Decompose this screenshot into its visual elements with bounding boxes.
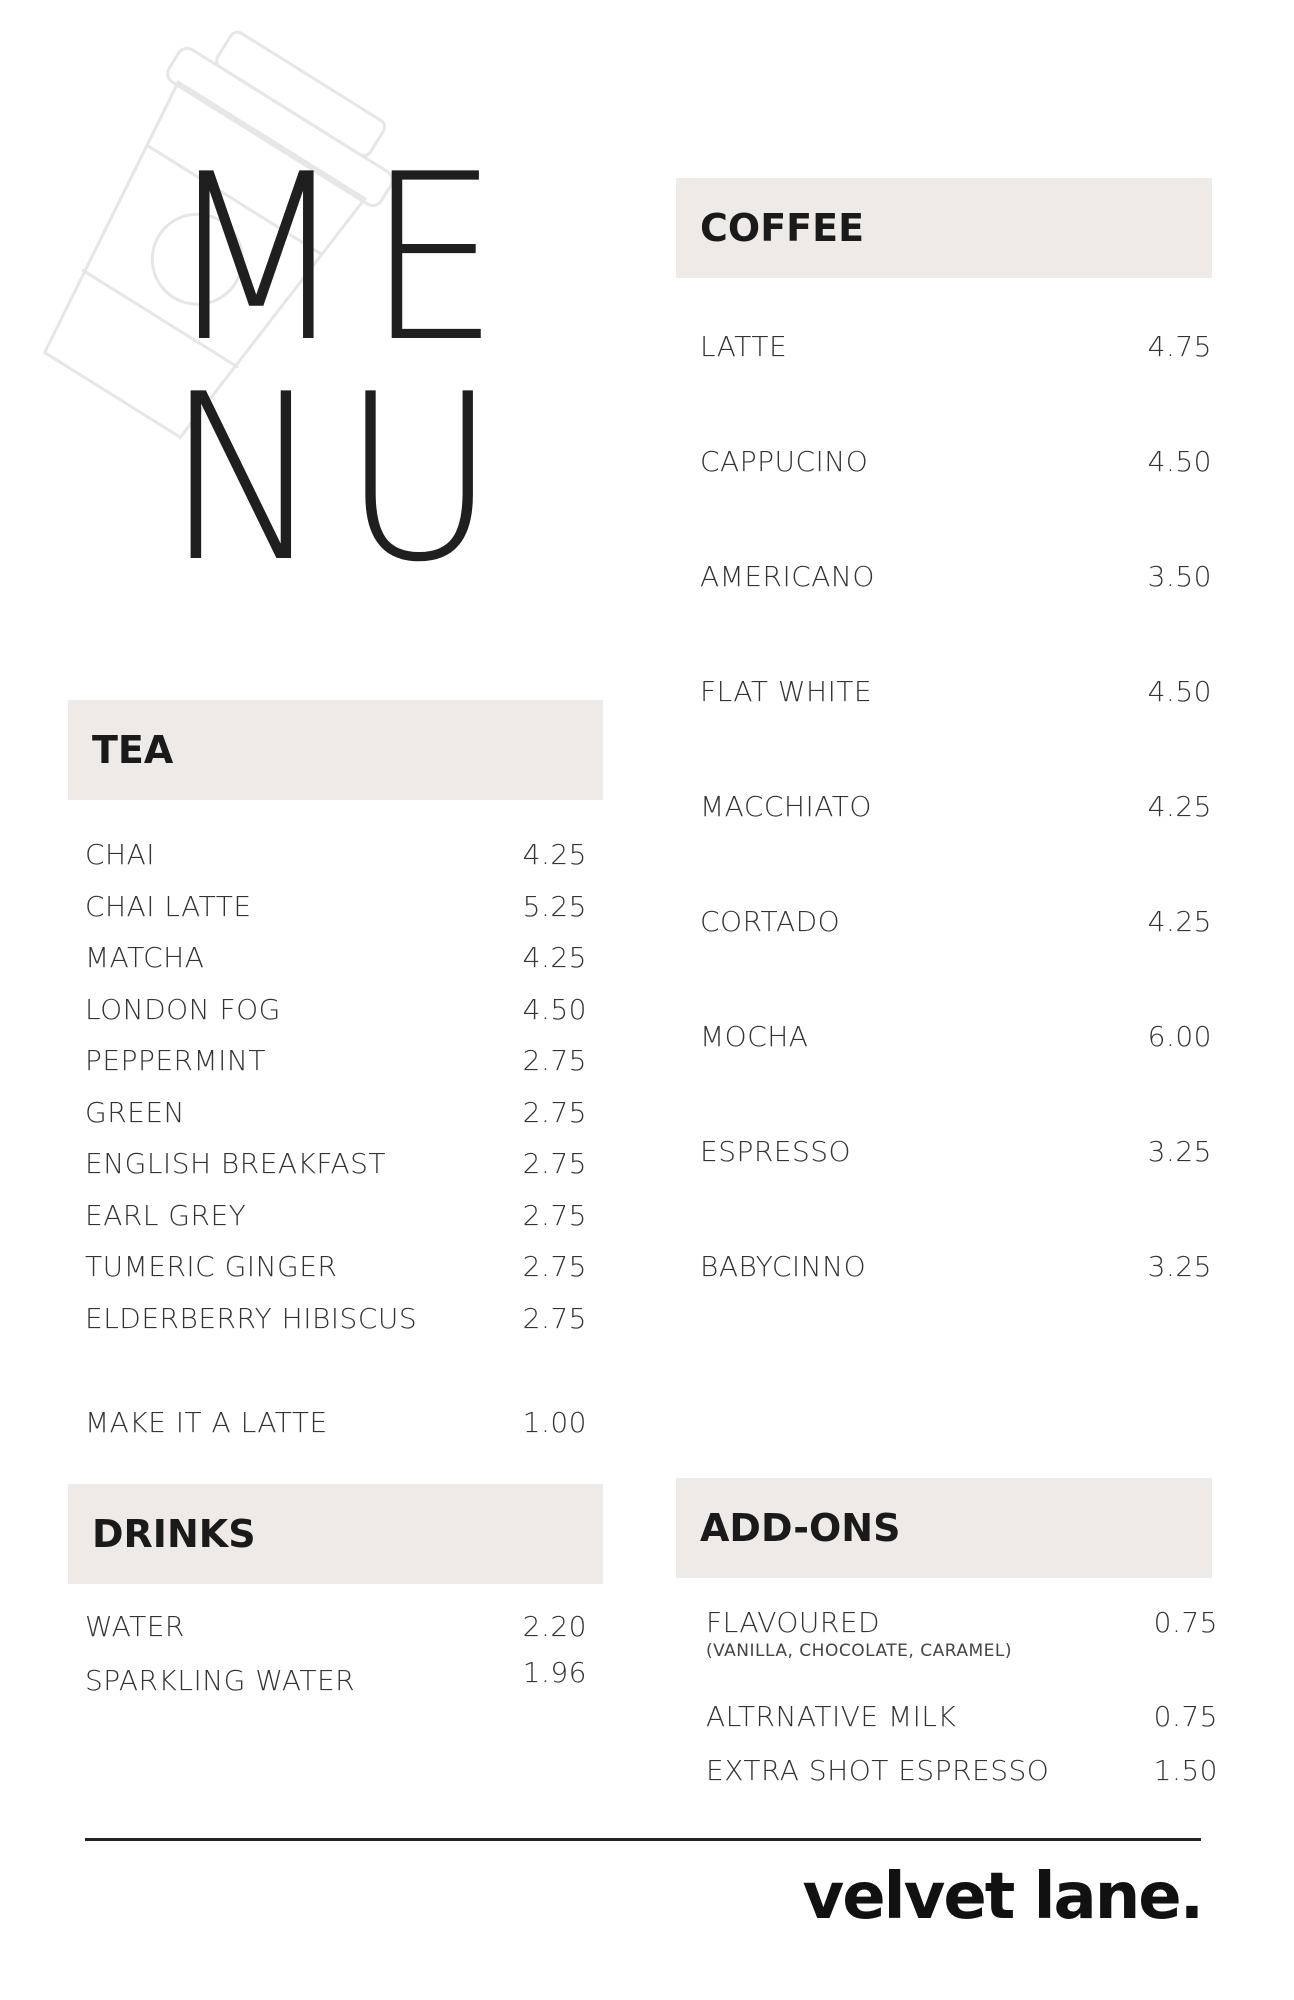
list-item (700, 560, 1212, 675)
item-price: 2.75 (522, 1147, 587, 1180)
addons-section-header (676, 1478, 1212, 1578)
list-item (85, 1096, 587, 1148)
item-price: 4.25 (1147, 905, 1212, 938)
list-item (706, 1606, 1218, 1700)
drinks-section-header (68, 1484, 603, 1584)
list-item (85, 1406, 587, 1458)
coffee-heading: COFFEE (700, 206, 865, 250)
item-name: MACCHIATO (700, 790, 872, 823)
drinks-list (85, 1610, 587, 1718)
list-item (85, 1147, 587, 1199)
item-name: LONDON FOG (85, 992, 281, 1026)
item-price: 1.00 (522, 1406, 587, 1439)
item-name: MOCHA (700, 1020, 809, 1053)
brand-logo: velvet lane. (802, 1860, 1202, 1934)
list-item (85, 1610, 587, 1664)
addons-heading: ADD-ONS (700, 1506, 901, 1550)
item-price: 2.75 (522, 1095, 587, 1129)
item-name: ENGLISH BREAKFAST (85, 1147, 386, 1180)
item-price: 2.75 (522, 1250, 587, 1283)
item-price: 4.50 (1147, 675, 1212, 708)
item-name: LATTE (700, 330, 788, 363)
list-item (85, 1199, 587, 1251)
coffee-list (700, 330, 1212, 1365)
list-item (85, 890, 587, 942)
item-name: FLAT WHITE (700, 675, 873, 708)
item-price: 4.75 (1147, 330, 1212, 363)
item-price: 6.00 (1147, 1020, 1212, 1053)
list-item (700, 1250, 1212, 1365)
list-item (85, 1044, 587, 1096)
list-item (706, 1754, 1218, 1808)
item-name: BABYCINNO (700, 1250, 867, 1283)
menu-title-line1: ME (165, 126, 519, 393)
menu-title-line2: NU (165, 346, 515, 613)
list-item (700, 445, 1212, 560)
footer-divider (85, 1838, 1201, 1841)
list-item (85, 1302, 587, 1354)
item-name: EXTRA SHOT ESPRESSO (706, 1754, 1050, 1787)
item-name: AMERICANO (700, 560, 875, 593)
tea-list (85, 838, 587, 1353)
item-name: CHAI LATTE (85, 889, 252, 923)
list-item (700, 1020, 1212, 1135)
item-price: 0.75 (1153, 1700, 1218, 1733)
item-price: 2.20 (522, 1610, 587, 1643)
drinks-heading: DRINKS (92, 1512, 256, 1556)
item-price: 4.25 (522, 838, 587, 871)
item-name: MATCHA (85, 941, 205, 974)
item-name: FLAVOURED (706, 1606, 881, 1639)
item-name: CAPPUCINO (700, 445, 869, 478)
item-name: SPARKLING WATER (85, 1664, 356, 1697)
item-price: 4.25 (522, 941, 587, 974)
item-name: ELDERBERRY HIBISCUS (85, 1301, 418, 1335)
item-name: MAKE IT A LATTE (85, 1406, 328, 1439)
item-name: ESPRESSO (700, 1135, 852, 1168)
item-price: 1.50 (1153, 1754, 1218, 1787)
item-price: 4.50 (522, 992, 587, 1026)
list-item (85, 838, 587, 890)
item-name: ALTRNATIVE MILK (706, 1700, 957, 1733)
list-item (700, 905, 1212, 1020)
item-price: 3.25 (1147, 1250, 1212, 1283)
list-item (700, 330, 1212, 445)
item-name: PEPPERMINT (85, 1044, 266, 1077)
item-price: 2.75 (522, 1301, 587, 1335)
item-name: TUMERIC GINGER (85, 1250, 338, 1283)
list-item (85, 941, 587, 993)
menu-title (165, 126, 525, 613)
list-item (700, 790, 1212, 905)
item-price: 4.25 (1147, 790, 1212, 823)
item-price: 5.25 (522, 889, 587, 923)
item-name: CHAI (85, 838, 156, 871)
list-item (700, 1135, 1212, 1250)
item-price: 3.25 (1147, 1135, 1212, 1168)
item-note: (VANILLA, CHOCOLATE, CARAMEL) (706, 1641, 1012, 1661)
item-price: 1.96 (522, 1656, 587, 1689)
list-item (85, 1656, 587, 1718)
item-price: 0.75 (1153, 1606, 1218, 1639)
tea-latte-addon (85, 1406, 587, 1458)
tea-section-header (68, 700, 603, 800)
coffee-section-header (676, 178, 1212, 278)
item-name: EARL GREY (85, 1198, 247, 1232)
list-item (85, 1250, 587, 1302)
item-name: WATER (85, 1610, 185, 1643)
list-item (85, 993, 587, 1045)
item-price: 2.75 (522, 1198, 587, 1232)
list-item (700, 675, 1212, 790)
item-price: 3.50 (1147, 560, 1212, 593)
item-name: GREEN (85, 1095, 185, 1129)
list-item (706, 1700, 1218, 1754)
addon-row (706, 1606, 1218, 1639)
item-price: 4.50 (1147, 445, 1212, 478)
item-name: CORTADO (700, 905, 841, 938)
item-price: 2.75 (522, 1044, 587, 1077)
tea-heading: TEA (92, 728, 174, 772)
addons-list (706, 1606, 1218, 1808)
